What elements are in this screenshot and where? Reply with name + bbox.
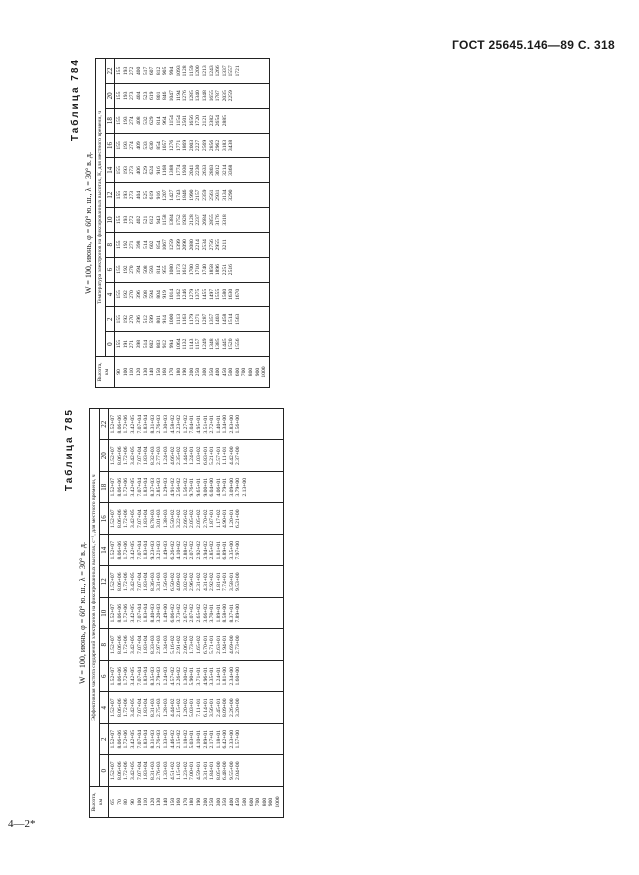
values-cell: 1.52+07 8.06+06 1.72+06 3.42+05 7.07+04 1.83+04 9.23+03 3.21+03 1.49+03 6.26+02 4.10+02 2.88+02 2.07+02 2.92+02 3.94+02 2.85+02 1.81+01 6.89+01 3.35+00 7.97+00 [109,535,283,567]
table-number: Таблица 785 [64,408,75,492]
height-column-header: Высота, км [96,357,115,388]
table-title: W = 100, июнь, φ = 60° ю. ш., λ = 30° в. д. [78,542,87,685]
time-column-header: 6 [99,661,109,693]
table-row [115,59,270,388]
values-cell: 1.52+07 8.06+06 1.72+06 3.42+05 7.07+04 1.83+04 8.36+03 3.31+03 1.56+03 6.50+02 4.09+02 3.02+02 2.96+02 2.31+02 4.31+02 2.92+02 1.81+01 7.74+01 3.58+01 9.53+00 [109,566,283,598]
time-column-header: 20 [99,440,109,472]
time-column-header: 6 [105,257,115,282]
time-column-header: 2 [105,307,115,332]
time-column-header: 16 [105,133,115,158]
time-column-header: 4 [105,282,115,307]
time-column-header: 2 [99,724,109,756]
time-column-header: 14 [105,158,115,183]
time-column-header: 12 [99,566,109,598]
values-cell: 1.52+07 8.06+06 1.72+06 3.42+05 7.07+04 1.83+04 8.31+03 2.76+03 1.33+03 4.46+02 2.15+02 1.18+02 5.03+01 4.10+01 2.89+01 2.17+01 1.18+01 6.42+00 2.33+00 1.57+00 [109,724,283,756]
time-column-header: 4 [99,692,109,724]
values-cell: 1.52+07 8.06+06 1.72+06 3.42+05 7.07+04 1.83+04 8.31+03 2.76+03 1.33+03 4.51+02 1.15+02 1.23+02 7.00+01 4.59+01 3.31+01 1.84+01 8.05+00 6.48+00 9.55+00 2.04+00 [109,755,283,787]
values-cell: 155 192 271 398 514 602 854 1067 1259 1399 2090 2080 2214 2534 2756 2955 3211 [115,232,270,257]
values-cell: 155 193 272 400 517 607 812 905 994 1093 1128 1159 1200 1213 1243 1266 1337 1557 1721 [115,59,270,84]
data-table [95,58,270,388]
time-column-header: 12 [105,183,115,208]
values-cell: 155 193 274 408 532 629 814 964 1154 1154 2501 1656 1720 2121 2382 2654 2885 [115,108,270,133]
values-cell: 1.52+07 8.06+06 1.72+06 3.42+05 7.07+04 1.83+04 8.31+03 2.75+03 1.28+03 4.44+02 2.15+02 1.20+02 5.03+01 7.11+01 6.14+01 3.56+01 2.45+01 8.09+00 2.26+00 3.20+00 [109,692,283,724]
table-785-block [64,408,624,818]
page-footer: 4—2* [8,818,36,830]
heights-cell: 65 70 80 90 100 110 120 130 140 150 160 170 180 190 200 250 300 350 400 450 500 600 700 800 900 1000 [109,787,283,818]
time-column-header: 18 [105,108,115,133]
time-column-header: 8 [105,232,115,257]
values-cell: 155 193 273 404 525 619 916 1207 1427 1743 1846 1990 2157 2359 2561 2931 3134 3290 [115,183,270,208]
table-784-block [70,58,630,388]
time-column-header: 10 [105,208,115,233]
values-cell: 1.52+07 8.06+06 1.72+06 3.42+05 7.07+04 1.83+04 8.40+03 3.20+03 1.49+00 6.06+02 3.73+02 2.67+02 2.07+02 2.65+02 3.66+02 3.70+01 1.89+01 8.58+00 8.37+01 7.89+00 [109,598,283,630]
time-column-header: 10 [99,598,109,630]
time-column-header: 0 [99,755,109,787]
values-cell: 1.52+07 8.06+06 1.72+06 3.42+05 7.07+04 1.83+04 8.31+03 2.76+03 1.30+03 4.58+02 2.23+02 1.27+02 7.04+01 4.95+01 3.51+01 2.72+01 1.40+01 1.34+00 2.83+00 1.56+00 [109,409,283,441]
height-column-header: Высота, км [90,787,109,818]
time-column-header: 8 [99,629,109,661]
data-table [89,408,284,818]
values-cell: 155 193 273 406 529 624 916 1168 1388 1774 1930 2041 2230 2633 2803 3012 3214 3368 [115,158,270,183]
time-column-header: 20 [105,83,115,108]
time-column-header: 18 [99,472,109,504]
table-subtitle: Температура электронов на фиксированных высотах, К, для местного времени, ч [96,59,106,357]
heights-cell: 90 100 110 120 130 140 150 160 170 180 190 200 250 300 350 400 450 500 600 700 800 900 1000 [115,357,270,388]
values-cell: 155 191 271 398 514 602 803 912 994 1064 1132 1143 1157 1249 1348 1385 1445 1520 1556 [115,332,270,357]
values-cell: 1.52+07 8.06+06 1.72+06 3.42+05 7.07+04 1.83+04 8.33+03 2.97+03 1.34+03 5.16+02 2.91+02 2.06+02 1.73+02 1.65+02 6.70+01 5.71+01 2.63+01 1.94+01 4.69+00 2.73+00 [109,629,283,661]
values-cell: 155 192 270 394 508 593 814 955 1080 1173 1612 1700 1710 1740 1858 1896 2251 2516 [115,257,270,282]
values-cell: 1.52+07 8.06+06 1.72+06 3.42+05 7.07+04 1.83+04 8.78+03 3.01+03 1.38+03 5.50+02 3.22+02 2.66+02 2.05+02 2.05+02 2.70+02 1.87+01 1.17+02 4.90+01 1.20+01 6.21+00 [109,503,283,535]
values-cell: 1.52+07 8.06+06 1.72+06 3.42+05 7.07+04 1.83+04 8.37+03 2.85+03 1.29+03 4.91+02 2.56+02 1.56+02 9.76+01 9.65+01 9.00+01 6.04+00 4.06+01 1.79+01 3.09+00 3.79+00 2.13+00 [109,472,283,504]
table-row [109,409,283,818]
values-cell: 155 192 270 396 508 594 804 919 1014 1162 1246 1279 1375 1455 1497 1555 1580 1630 1670 [115,282,270,307]
values-cell: 155 193 273 404 523 619 801 846 1047 1194 1276 1285 1340 1348 1655 1787 2035 2259 [115,83,270,108]
time-column-header: 22 [105,59,115,84]
time-column-header: 14 [99,535,109,567]
table-subtitle: Эффективная частота соударений электронов на фиксированных высотах, с⁻¹, для местного времени, ч [90,409,100,787]
values-cell: 155 192 270 396 512 599 801 914 1000 1113 1163 1179 1271 1287 1357 1403 1458 1514 1563 [115,307,270,332]
time-column-header: 0 [105,332,115,357]
time-column-header: 22 [99,409,109,441]
time-column-header: 16 [99,503,109,535]
values-cell: 1.52+07 8.06+06 1.72+06 3.42+05 7.07+04 1.83+04 8.32+03 2.77+03 1.24+03 4.66+02 2.35+02 1.44+02 1.24+01 1.03+02 6.83+01 5.21+01 2.57+01 1.11+01 4.42+00 2.37+00 [109,440,283,472]
values-cell: 1.52+07 8.06+06 1.72+06 3.42+05 7.07+04 1.83+04 8.35+03 2.79+03 1.24+03 4.57+02 2.26+02 1.30+02 5.90+01 3.71+01 4.96+01 3.35+01 1.24+01 1.81+00 2.34+00 1.60+00 [109,661,283,693]
values-cell: 155 193 272 402 521 612 943 1158 1384 1752 1928 2128 2237 2684 2855 3176 3318 [115,208,270,233]
page-header: ГОСТ 25645.146—89 С. 318 [452,38,615,52]
table-number: Таблица 784 [70,58,81,142]
table-title: W = 100, июнь, φ = 60° ю. ш., λ = 30° в. д. [84,152,93,295]
values-cell: 155 193 274 409 533 630 854 1057 1276 1771 1869 2003 2227 2569 2856 2962 3183 3438 [115,133,270,158]
